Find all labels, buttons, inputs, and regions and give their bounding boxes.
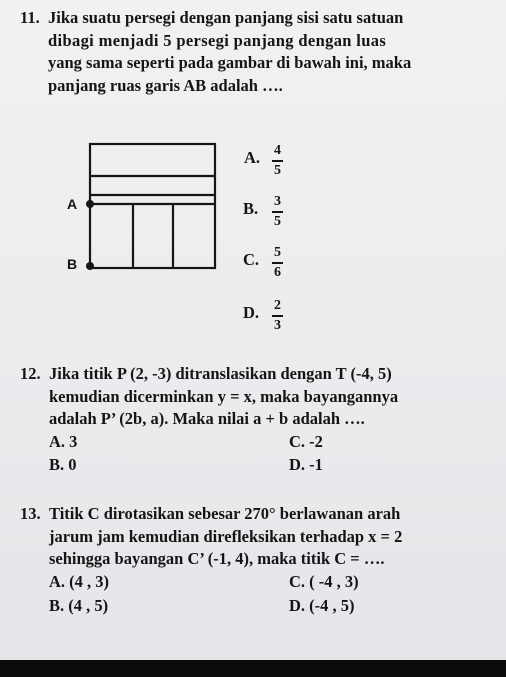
question-text-line: yang sama seperti pada gambar di bawah ini, maka xyxy=(48,53,412,72)
question-text-line: Jika titik P (2, -3) ditranslasikan dengan T (-4, 5) xyxy=(49,364,392,383)
question-text-line: Jika suatu persegi dengan panjang sisi satu satuan xyxy=(48,8,404,27)
question-number: 13. xyxy=(20,504,41,523)
question-text-line: sehingga bayangan C’ (-1, 4), maka titik C = …. xyxy=(49,549,385,568)
option-label: B. xyxy=(243,199,259,218)
question-text-line: panjang ruas garis AB adalah …. xyxy=(48,75,283,95)
option-b: B. (4 , 5) xyxy=(49,596,109,615)
option-c: C. -2 xyxy=(289,432,323,451)
denominator: 5 xyxy=(274,162,281,178)
option-label: D. xyxy=(243,303,260,322)
square-figure xyxy=(80,135,230,275)
outer-square xyxy=(90,144,215,268)
option-d-fraction xyxy=(272,299,283,333)
bottom-dark-bar xyxy=(0,660,506,677)
question-11 xyxy=(20,7,411,97)
numerator: 5 xyxy=(274,245,281,260)
option-b: B. 0 xyxy=(49,455,77,474)
question-number: 12. xyxy=(20,364,41,383)
option-c: C. ( -4 , 3) xyxy=(289,572,359,591)
point-a-label: A xyxy=(67,196,78,212)
question-text-line: jarum jam kemudian direfleksikan terhadap x = 2 xyxy=(49,526,403,546)
option-label: C. xyxy=(243,250,260,269)
denominator: 5 xyxy=(274,213,281,229)
option-a: A. (4 , 3) xyxy=(49,572,110,591)
point-a xyxy=(86,200,94,208)
option-a: A. 3 xyxy=(49,432,78,451)
option-a-fraction xyxy=(272,144,283,178)
denominator: 3 xyxy=(274,317,281,333)
option-d: D. (-4 , 5) xyxy=(289,596,355,615)
option-label: A. xyxy=(244,148,261,167)
option-d: D. -1 xyxy=(289,455,323,474)
question-number: 11. xyxy=(20,8,40,27)
numerator: 4 xyxy=(274,143,281,158)
question-12 xyxy=(20,363,398,431)
option-c-fraction xyxy=(272,246,283,280)
point-b-label: B xyxy=(67,256,78,272)
numerator: 3 xyxy=(274,194,281,209)
option-b-fraction xyxy=(272,195,283,229)
question-13 xyxy=(20,503,402,571)
point-b xyxy=(86,262,94,270)
question-text-line: adalah P’ (2b, a). Maka nilai a + b adalah …. xyxy=(49,409,365,428)
numerator: 2 xyxy=(274,298,281,313)
question-text-line: dibagi menjadi 5 persegi panjang dengan luas xyxy=(48,30,387,50)
question-text-line: kemudian dicerminkan y = x, maka bayangannya xyxy=(49,386,399,406)
question-text-line: Titik C dirotasikan sebesar 270° berlawanan arah xyxy=(49,504,401,523)
denominator: 6 xyxy=(274,264,281,280)
